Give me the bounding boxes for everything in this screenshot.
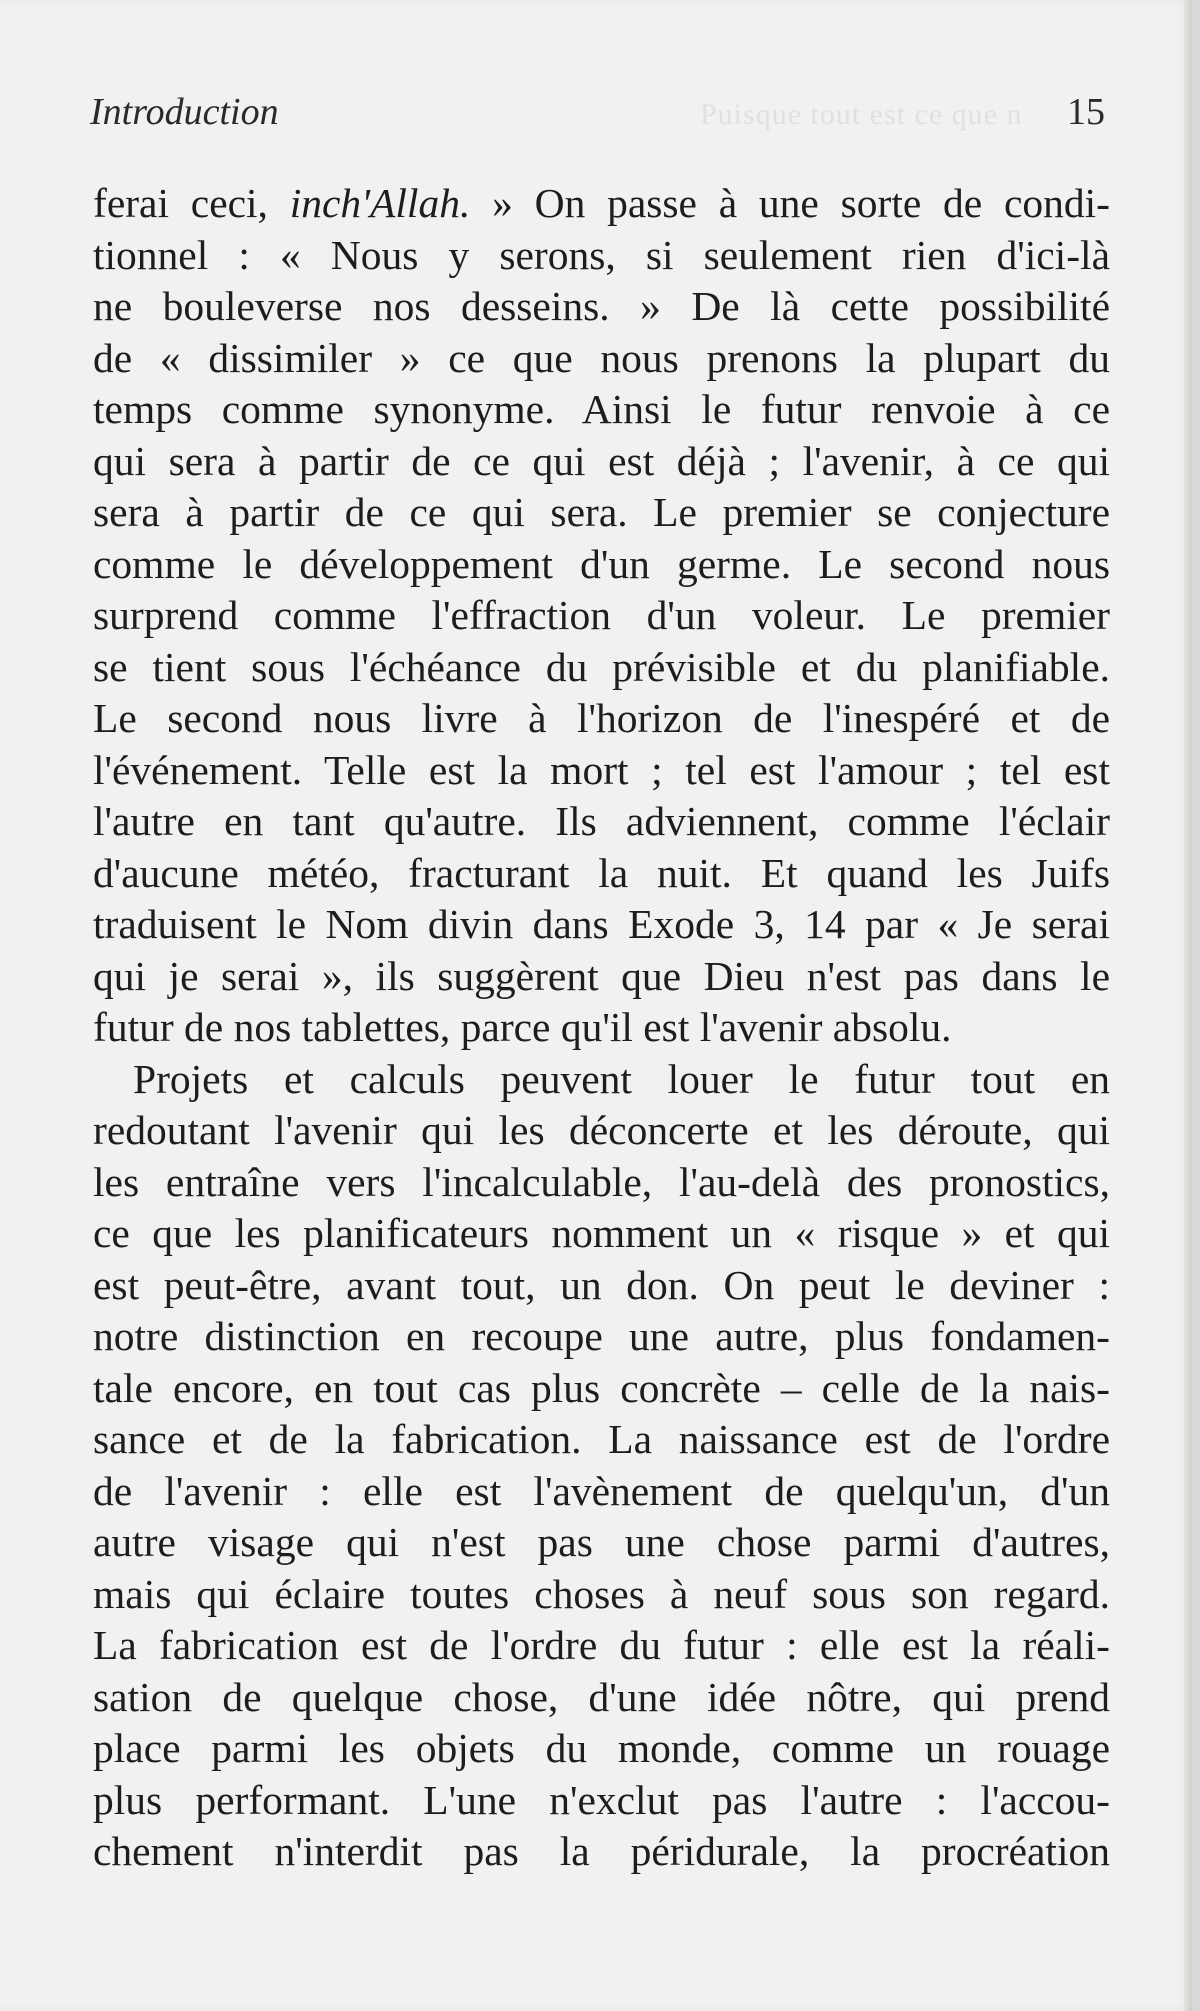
- text-line: chement n'interdit pas la péridurale, la procréation: [93, 1828, 1110, 1874]
- text-line: l'événement. Telle est la mort ; tel est l'amour ; tel est: [93, 746, 1110, 793]
- text-line: temps comme synonyme. Ainsi le futur renvoie à ce: [93, 386, 1110, 432]
- text-line: Le second nous livre à l'horizon de l'inespéré et de: [93, 695, 1110, 741]
- text-line: autre visage qui n'est pas une chose parmi d'autres,: [93, 1519, 1110, 1565]
- text-line: ne bouleverse nos desseins. » De là cette possibilité: [93, 283, 1110, 329]
- bleed-through-text: Puisque tout est ce que n: [700, 98, 1023, 131]
- chapter-title: Introduction: [90, 91, 279, 133]
- text-line: notre distinction en recoupe une autre, plus fondamen-: [93, 1313, 1110, 1359]
- text-line: se tient sous l'échéance du prévisible et du planifiable.: [93, 643, 1110, 690]
- text-line: tionnel : « Nous y serons, si seulement rien d'ici-là: [93, 231, 1110, 278]
- text-line: les entraîne vers l'incalculable, l'au-delà des pronostics,: [93, 1158, 1110, 1205]
- text-line: d'aucune météo, fracturant la nuit. Et quand les Juifs: [93, 849, 1110, 896]
- text-line: sation de quelque chose, d'une idée nôtre, qui prend: [93, 1673, 1110, 1720]
- text-line: qui sera à partir de ce qui est déjà ; l'avenir, à ce qui: [93, 437, 1110, 484]
- paragraph: [93, 178, 1110, 1054]
- text-line: traduisent le Nom divin dans Exode 3, 14 par « Je serai: [93, 901, 1110, 947]
- text-line: ce que les planificateurs nomment un « risque » et qui: [93, 1210, 1110, 1256]
- text-line: place parmi les objets du monde, comme un rouage: [93, 1725, 1110, 1771]
- text-segment: » On passe à une sorte de condi-: [470, 180, 1110, 226]
- page-number: 15: [1067, 91, 1105, 133]
- text-line: l'autre en tant qu'autre. Ils adviennent, comme l'éclair: [93, 798, 1110, 844]
- text-line: redoutant l'avenir qui les déconcerte et les déroute, qui: [93, 1107, 1110, 1153]
- text-line: La fabrication est de l'ordre du futur : elle est la réali-: [93, 1622, 1110, 1668]
- text-line: de « dissimiler » ce que nous prenons la plupart du: [93, 334, 1110, 381]
- text-line: est peut-être, avant tout, un don. On peut le deviner :: [93, 1261, 1110, 1308]
- text-line: tale encore, en tout cas plus concrète – celle de la nais-: [93, 1364, 1110, 1411]
- text-line: [93, 178, 1110, 230]
- text-line: de l'avenir : elle est l'avènement de quelqu'un, d'un: [93, 1467, 1110, 1514]
- text-line: comme le développement d'un germe. Le second nous: [93, 540, 1110, 587]
- italic-phrase: inch'Allah.: [289, 180, 471, 226]
- text-line: plus performant. L'une n'exclut pas l'autre : l'accou-: [93, 1776, 1110, 1823]
- paragraph: [93, 1054, 1110, 1878]
- text-line: surprend comme l'effraction d'un voleur. Le premier: [93, 592, 1110, 638]
- page-edge: [1184, 0, 1192, 2011]
- text-line: sance et de la fabrication. La naissance est de l'ordre: [93, 1416, 1110, 1462]
- body-text: [93, 178, 1110, 1878]
- text-line: qui je serai », ils suggèrent que Dieu n'est pas dans le: [93, 952, 1110, 999]
- text-line: sera à partir de ce qui sera. Le premier se conjecture: [93, 489, 1110, 535]
- text-line: mais qui éclaire toutes choses à neuf sous son regard.: [93, 1570, 1110, 1617]
- running-header: [90, 90, 1105, 136]
- text-line: Projets et calculs peuvent louer le futur tout en: [133, 1055, 1110, 1102]
- text-line: futur de nos tablettes, parce qu'il est l'avenir absolu.: [93, 1004, 952, 1050]
- text-segment: ferai ceci,: [93, 180, 290, 226]
